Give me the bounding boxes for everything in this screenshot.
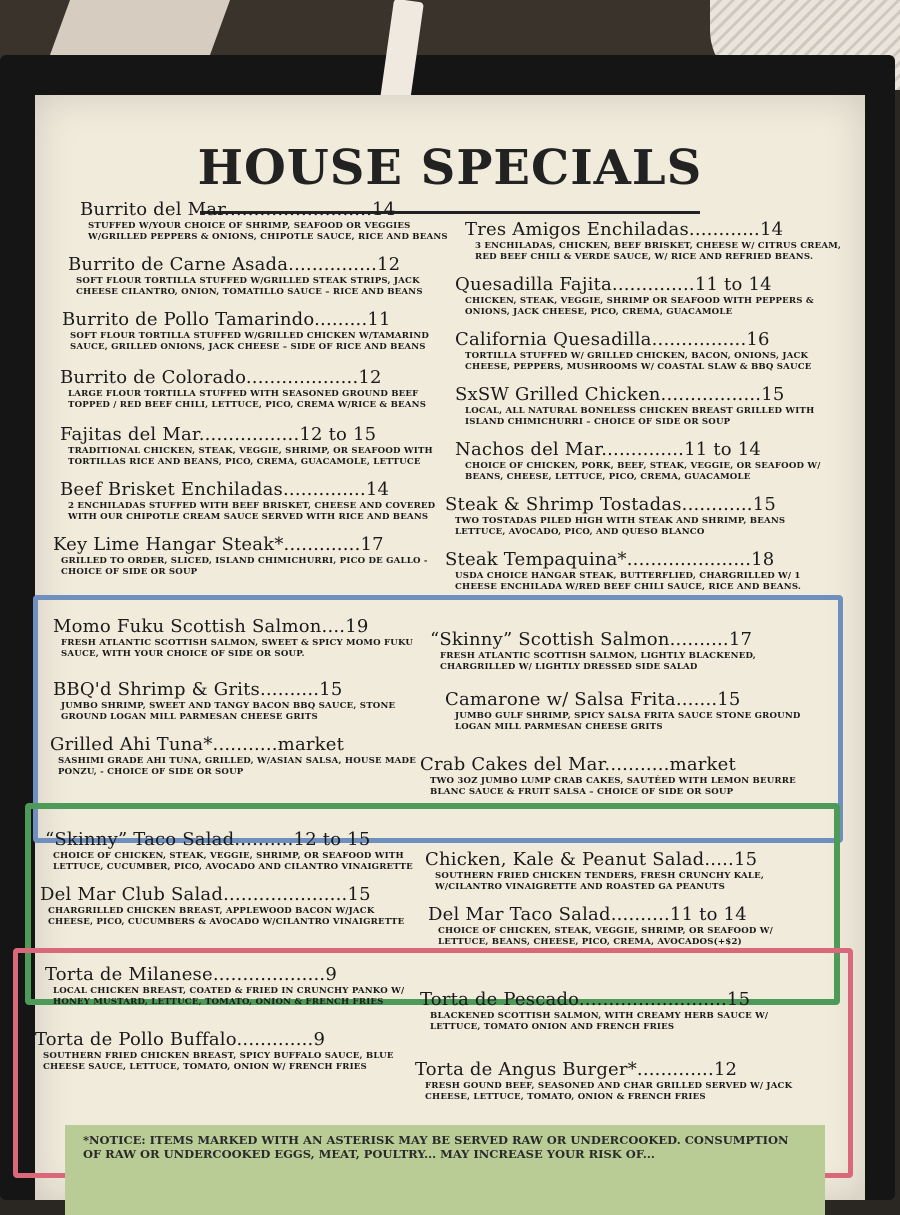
item-desc: BLACKENED SCOTTISH SALMON, WITH CREAMY HERB SAUCE W/ LETTUCE, TOMATO ONION AND FRENCH FRIES xyxy=(430,1011,769,1032)
item-desc: SOUTHERN FRIED CHICKEN TENDERS, FRESH CRUNCHY KALE, W/CILANTRO VINAIGRETTE AND ROASTED GA PEANUTS xyxy=(435,871,765,892)
menu-item xyxy=(35,1030,415,1073)
item-name: Steak & Shrimp Tostadas............15 xyxy=(445,494,777,515)
menu-item xyxy=(62,310,442,353)
menu-item xyxy=(45,965,425,1008)
item-name: Del Mar Taco Salad..........11 to 14 xyxy=(428,904,747,925)
item-name: SxSW Grilled Chicken.................15 xyxy=(455,384,785,405)
item-name: BBQ'd Shrimp & Grits..........15 xyxy=(53,679,343,700)
menu-item xyxy=(455,275,835,318)
item-name: Quesadilla Fajita..............11 to 14 xyxy=(455,274,772,295)
item-name: Key Lime Hangar Steak*.............17 xyxy=(53,534,384,555)
item-name: California Quesadilla................16 xyxy=(455,329,770,350)
menu-item xyxy=(465,220,845,263)
item-desc: CHARGRILLED CHICKEN BREAST, APPLEWOOD BACON W/JACK CHEESE, PICO, CUCUMBERS & AVOCADO W/CILANTRO VINAIGRETTE xyxy=(48,906,405,927)
menu-item xyxy=(60,480,440,523)
item-desc: CHOICE OF CHICKEN, STEAK, VEGGIE, SHRIMP, OR SEAFOOD WITH LETTUCE, CUCUMBER, PICO, AVOCADO AND CILANTRO VINAIGRETTE xyxy=(53,851,413,872)
menu-item xyxy=(60,368,440,411)
item-desc: LOCAL, ALL NATURAL BONELESS CHICKEN BREAST GRILLED WITH ISLAND CHIMICHURRI – CHOICE OF SIDE OR SOUP xyxy=(465,406,815,427)
menu-item xyxy=(430,630,810,673)
menu-item xyxy=(420,755,800,798)
menu-item xyxy=(420,990,800,1033)
item-desc: CHOICE OF CHICKEN, STEAK, VEGGIE, SHRIMP, OR SEAFOOD W/ LETTUCE, BEANS, CHEESE, PICO, CREMA, AVOCADOS(+$2) xyxy=(438,926,773,947)
item-name: Tres Amigos Enchiladas............14 xyxy=(465,219,784,240)
item-name: Del Mar Club Salad.....................15 xyxy=(40,884,371,905)
menu-item xyxy=(45,830,425,873)
item-name: Beef Brisket Enchiladas..............14 xyxy=(60,479,390,500)
item-desc: LARGE FLOUR TORTILLA STUFFED WITH SEASONED GROUND BEEF TOPPED / RED BEEF CHILI, LETTUCE, PICO, CREMA W/RICE & BEANS xyxy=(68,389,427,410)
menu-item xyxy=(445,550,825,593)
menu-item xyxy=(53,680,433,723)
item-desc: SOUTHERN FRIED CHICKEN BREAST, SPICY BUFFALO SAUCE, BLUE CHEESE SAUCE, LETTUCE, TOMATO, ONION W/ FRENCH FRIES xyxy=(43,1051,394,1072)
menu-item xyxy=(455,330,835,373)
item-name: Steak Tempaquina*.....................18 xyxy=(445,549,775,570)
item-desc: FRESH ATLANTIC SCOTTISH SALMON, SWEET & SPICY MOMO FUKU SAUCE, WITH YOUR CHOICE OF SIDE OR SOUP. xyxy=(61,638,414,659)
item-name: Torta de Angus Burger*.............12 xyxy=(415,1059,738,1080)
menu-item xyxy=(425,850,805,893)
item-name: “Skinny” Scottish Salmon..........17 xyxy=(430,629,753,650)
item-desc: JUMBO SHRIMP, SWEET AND TANGY BACON BBQ SAUCE, STONE GROUND LOGAN MILL PARMESAN CHEESE GRITS xyxy=(61,701,396,722)
item-desc: CHICKEN, STEAK, VEGGIE, SHRIMP OR SEAFOOD WITH PEPPERS & ONIONS, JACK CHEESE, PICO, CREMA, GUACAMOLE xyxy=(465,296,814,317)
item-name: “Skinny” Taco Salad..........12 to 15 xyxy=(45,829,371,850)
item-name: Burrito de Pollo Tamarindo.........11 xyxy=(62,309,391,330)
item-desc: 2 ENCHILADAS STUFFED WITH BEEF BRISKET, CHEESE AND COVERED WITH OUR CHIPOTLE CREAM SAUCE SERVED WITH RICE AND BEANS xyxy=(68,501,436,522)
menu-item xyxy=(455,385,835,428)
menu-item xyxy=(50,735,430,778)
item-name: Burrito del Mar.........................14 xyxy=(80,199,396,220)
raw-food-notice: *NOTICE: ITEMS MARKED WITH AN ASTERISK MAY BE SERVED RAW OR UNDERCOOKED. CONSUMPTION OF RAW OR UNDERCOOKED EGGS, MEAT, POULTRY... MAY INCREASE YOUR RISK OF... xyxy=(65,1125,825,1215)
item-desc: LOCAL CHICKEN BREAST, COATED & FRIED IN CRUNCHY PANKO W/ HONEY MUSTARD, LETTUCE, TOMATO, ONION & FRENCH FRIES xyxy=(53,986,405,1007)
item-desc: FRESH GOUND BEEF, SEASONED AND CHAR GRILLED SERVED W/ JACK CHEESE, LETTUCE, TOMATO, ONION & FRENCH FRIES xyxy=(425,1081,793,1102)
menu-item xyxy=(40,885,420,928)
item-desc: SOFT FLOUR TORTILLA STUFFED W/GRILLED STEAK STRIPS, JACK CHEESE CILANTRO, ONION, TOMATILLO SAUCE – RICE AND BEANS xyxy=(76,276,423,297)
item-name: Torta de Pescado.........................15 xyxy=(420,989,751,1010)
menu-item xyxy=(445,690,825,733)
menu-item xyxy=(80,200,460,243)
item-desc: TWO TOSTADAS PILED HIGH WITH STEAK AND SHRIMP, BEANS LETTUCE, AVOCADO, PICO, AND QUESO BLANCO xyxy=(455,516,786,537)
item-desc: TRADITIONAL CHICKEN, STEAK, VEGGIE, SHRIMP, OR SEAFOOD WITH TORTILLAS RICE AND BEANS, PICO, CREMA, GUACAMOLE, LETTUCE xyxy=(68,446,433,467)
item-name: Torta de Pollo Buffalo.............9 xyxy=(35,1029,326,1050)
item-desc: TWO 3OZ JUMBO LUMP CRAB CAKES, SAUTÉED WITH LEMON BEURRE BLANC SAUCE & FRUIT SALSA – CHOICE OF SIDE OR SOUP xyxy=(430,776,796,797)
item-name: Chicken, Kale & Peanut Salad.....15 xyxy=(425,849,758,870)
item-desc: GRILLED TO ORDER, SLICED, ISLAND CHIMICHURRI, PICO DE GALLO - CHOICE OF SIDE OR SOUP xyxy=(61,556,428,577)
page-title: HOUSE SPECIALS xyxy=(197,140,703,196)
item-desc: USDA CHOICE HANGAR STEAK, BUTTERFLIED, CHARGRILLED W/ 1 CHEESE ENCHILADA W/RED BEEF CHILI SAUCE, RICE AND BEANS. xyxy=(455,571,802,592)
item-name: Crab Cakes del Mar...........market xyxy=(420,754,736,775)
menu-item xyxy=(68,255,448,298)
item-name: Torta de Milanese...................9 xyxy=(45,964,338,985)
menu-item xyxy=(415,1060,795,1103)
item-name: Grilled Ahi Tuna*...........market xyxy=(50,734,345,755)
item-desc: JUMBO GULF SHRIMP, SPICY SALSA FRITA SAUCE STONE GROUND LOGAN MILL PARMESAN CHEESE GRITS xyxy=(455,711,801,732)
item-desc: SOFT FLOUR TORTILLA STUFFED W/GRILLED CHICKEN W/TAMARIND SAUCE, GRILLED ONIONS, JACK CHEESE – SIDE OF RICE AND BEANS xyxy=(70,331,430,352)
menu-item xyxy=(53,617,433,660)
menu-sheet xyxy=(35,95,865,1200)
menu-item xyxy=(445,495,825,538)
napkin xyxy=(50,0,230,55)
item-desc: TORTILLA STUFFED W/ GRILLED CHICKEN, BACON, ONIONS, JACK CHEESE, PEPPERS, MUSHROOMS W/ COASTAL SLAW & BBQ SAUCE xyxy=(465,351,812,372)
item-name: Camarone w/ Salsa Frita.......15 xyxy=(445,689,741,710)
item-name: Momo Fuku Scottish Salmon....19 xyxy=(53,616,369,637)
item-desc: CHOICE OF CHICKEN, PORK, BEEF, STEAK, VEGGIE, OR SEAFOOD W/ BEANS, CHEESE, LETTUCE, PICO, CREMA, GUACAMOLE xyxy=(465,461,821,482)
item-desc: 3 ENCHILADAS, CHICKEN, BEEF BRISKET, CHEESE W/ CITRUS CREAM, RED BEEF CHILI & VERDE SAUCE, W/ RICE AND REFRIED BEANS. xyxy=(475,241,842,262)
item-desc: FRESH ATLANTIC SCOTTISH SALMON, LIGHTLY BLACKENED, CHARGRILLED W/ LIGHTLY DRESSED SIDE SALAD xyxy=(440,651,756,672)
item-name: Burrito de Carne Asada...............12 xyxy=(68,254,401,275)
item-name: Nachos del Mar..............11 to 14 xyxy=(455,439,762,460)
menu-item xyxy=(60,425,440,468)
item-desc: STUFFED W/YOUR CHOICE OF SHRIMP, SEAFOOD OR VEGGIES W/GRILLED PEPPERS & ONIONS, CHIPOTLE SAUCE, RICE AND BEANS xyxy=(88,221,448,242)
item-desc: SASHIMI GRADE AHI TUNA, GRILLED, W/ASIAN SALSA, HOUSE MADE PONZU, - CHOICE OF SIDE OR SOUP xyxy=(58,756,416,777)
item-name: Fajitas del Mar.................12 to 15 xyxy=(60,424,377,445)
menu-item xyxy=(455,440,835,483)
menu-item xyxy=(428,905,808,948)
item-name: Burrito de Colorado...................12 xyxy=(60,367,382,388)
menu-item xyxy=(53,535,433,578)
